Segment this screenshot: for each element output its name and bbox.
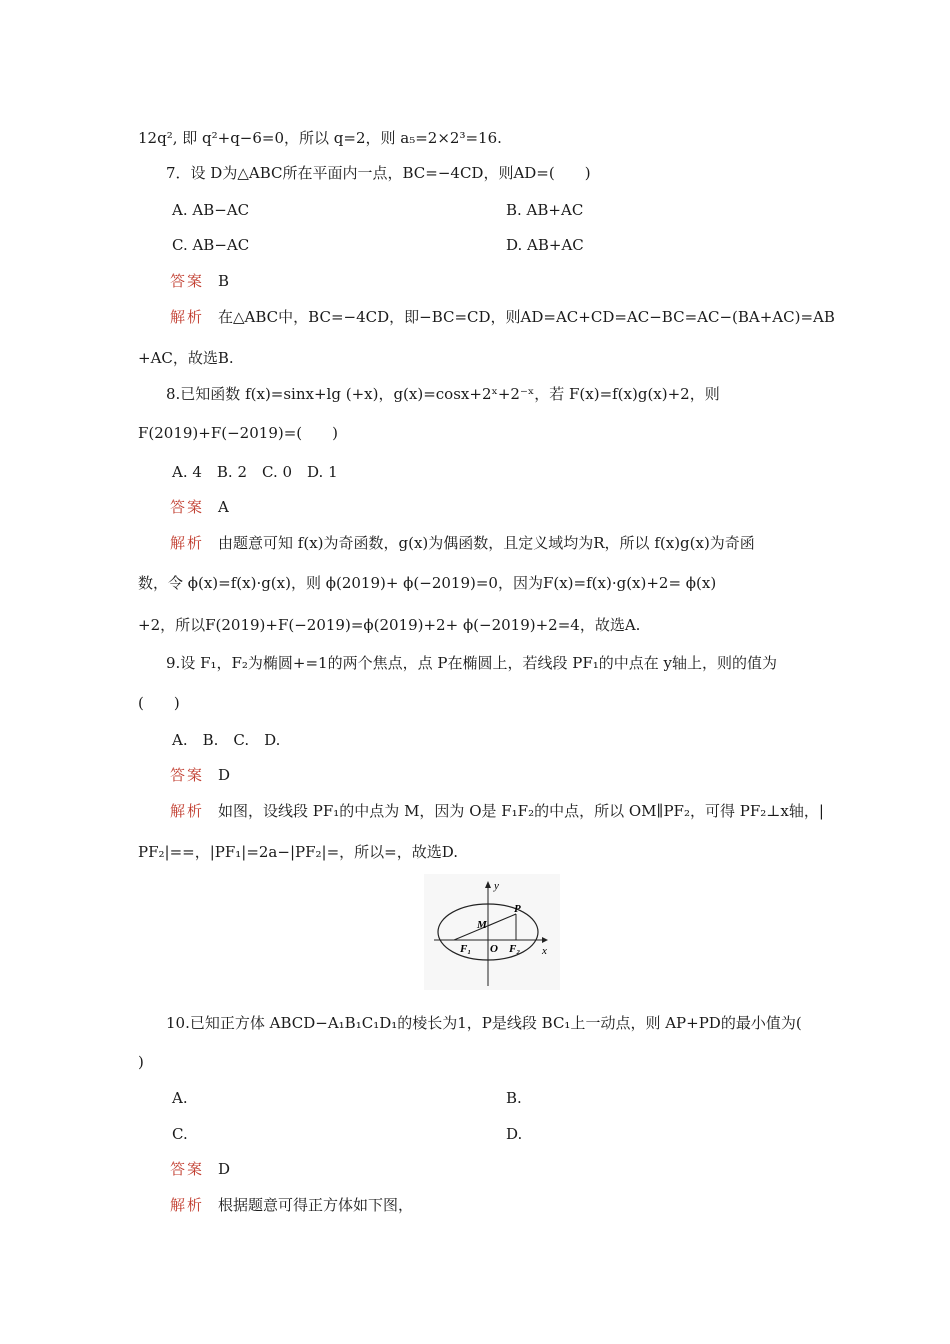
q10-option-a: A. [172, 1089, 188, 1107]
q8-options: A. 4 B. 2 C. 0 D. 1 [172, 463, 338, 481]
answer-label: 答案 [170, 766, 205, 784]
solution-text: 根据题意可得正方体如下图， [218, 1196, 414, 1214]
q9-solution-line-2: PF₂|==，|PF₁|=2a−|PF₂|=，所以=，故选D. [138, 843, 458, 861]
q9-answer [170, 765, 230, 785]
label-m: M [477, 919, 487, 931]
answer-value: A [218, 498, 229, 516]
q10-solution-line-1 [170, 1195, 413, 1215]
ellipse-figure [424, 874, 560, 990]
q8-answer [170, 497, 229, 517]
q10-option-d: D. [506, 1125, 523, 1143]
q7-answer [170, 271, 229, 291]
q8-solution-line-1 [170, 533, 755, 553]
solution-label: 解析 [170, 308, 205, 326]
question-10-line-1: 10.已知正方体 ABCD−A₁B₁C₁D₁的棱长为1，P是线段 BC₁上一动点，则 AP+PD的最小值为( [166, 1014, 802, 1032]
answer-label: 答案 [170, 498, 205, 516]
solution-label: 解析 [170, 802, 205, 820]
answer-value: D [218, 1160, 231, 1178]
q7-option-c: C. AB−AC [172, 236, 250, 254]
question-9-line-1: 9.设 F₁，F₂为椭圆+=1的两个焦点，点 P在椭圆上，若线段 PF₁的中点在 y轴上，则的值为 [166, 654, 777, 672]
solution-label: 解析 [170, 1196, 205, 1214]
question-9-line-2: ( ) [138, 694, 180, 712]
q10-answer [170, 1159, 230, 1179]
q10-option-b: B. [506, 1089, 522, 1107]
answer-value: B [218, 272, 230, 290]
question-8-line-1: 8.已知函数 f(x)=sinx+lg (+x)，g(x)=cosx+2ˣ+2⁻ˣ，若 F(x)=f(x)g(x)+2，则 [166, 385, 720, 403]
q10-option-c: C. [172, 1125, 188, 1143]
answer-value: D [218, 766, 231, 784]
label-f2: F₂ [509, 943, 521, 955]
q8-solution-line-3: +2，所以F(2019)+F(−2019)=ϕ(2019)+2+ ϕ(−2019)+2=4，故选A. [138, 616, 641, 634]
q8-solution-line-2: 数，令 ϕ(x)=f(x)·g(x)，则 ϕ(2019)+ ϕ(−2019)=0，因为F(x)=f(x)·g(x)+2= ϕ(x) [138, 574, 717, 592]
q7-option-a: A. AB−AC [172, 201, 250, 219]
figure-background [424, 874, 560, 990]
label-y: y [494, 880, 499, 892]
label-f1: F₁ [460, 943, 472, 955]
label-o: O [490, 943, 498, 955]
solution-text: 由题意可知 f(x)为奇函数，g(x)为偶函数，且定义域均为R，所以 f(x)g(x)为奇函 [218, 534, 755, 552]
solution-label: 解析 [170, 534, 205, 552]
answer-label: 答案 [170, 1160, 205, 1178]
label-x: x [542, 945, 547, 957]
answer-label: 答案 [170, 272, 205, 290]
question-10-line-2: ) [138, 1053, 144, 1071]
solution-text: 在△ABC中，BC=−4CD，即−BC=CD，则AD=AC+CD=AC−BC=AC−(BA+AC)=AB [218, 308, 835, 326]
label-p: P [514, 903, 521, 915]
q7-option-b: B. AB+AC [506, 201, 584, 219]
q9-solution-line-1 [170, 801, 824, 821]
question-7: 7．设 D为△ABC所在平面内一点，BC=−4CD，则AD=( ) [166, 164, 591, 182]
q7-option-d: D. AB+AC [506, 236, 584, 254]
q9-options: A. B. C. D. [172, 731, 281, 749]
solution-text: 如图，设线段 PF₁的中点为 M，因为 O是 F₁F₂的中点，所以 OM∥PF₂，可得 PF₂⊥x轴，| [218, 802, 824, 820]
question-8-line-2: F(2019)+F(−2019)=( ) [138, 424, 338, 442]
q7-solution-line-1 [170, 307, 835, 327]
continuation-line: 12q², 即 q²+q−6=0，所以 q=2，则 a₅=2×2³=16. [138, 129, 502, 147]
q7-solution-line-2: +AC，故选B. [138, 349, 234, 367]
